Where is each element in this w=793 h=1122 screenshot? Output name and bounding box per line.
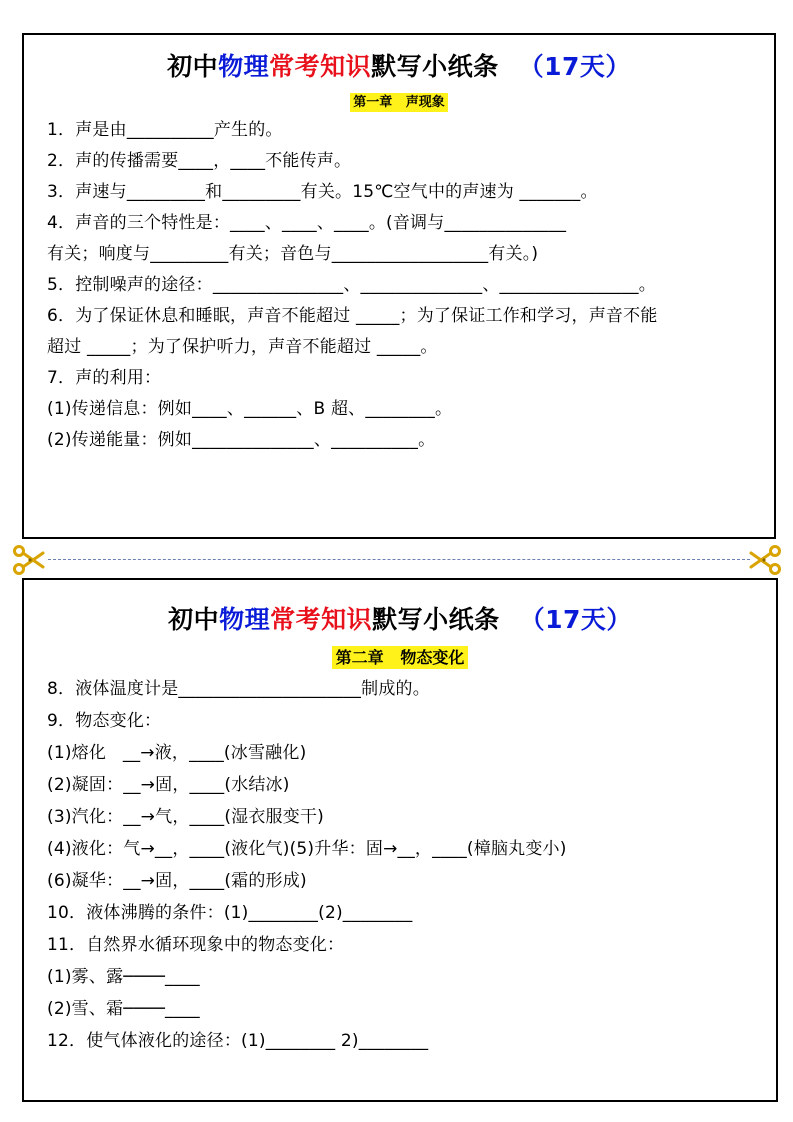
chapter-heading: [24, 91, 774, 110]
question-line: (6)凝华：__→固，____(霜的形成): [47, 871, 307, 891]
title-days: （17天）: [519, 605, 632, 634]
chapter-heading: [24, 645, 776, 668]
title-part-2: 物理: [218, 52, 270, 81]
question-line: (1)传递信息：例如____、______、B 超、________。: [47, 399, 453, 419]
title-part-3: 常考知识: [269, 52, 372, 81]
question-list: [47, 673, 766, 1057]
question-line: 1．声是由__________产生的。: [47, 120, 283, 140]
title-part-3: 常考知识: [270, 605, 373, 634]
question-line: 5．控制噪声的途径：_______________、______________、________________。: [47, 275, 656, 295]
title-part-1: 初中: [168, 605, 220, 634]
question-line: 有关；响度与_________有关；音色与__________________有关。): [47, 244, 539, 264]
question-line: 2．声的传播需要____，____不能传声。: [47, 151, 352, 171]
scissors-icon: [748, 543, 782, 577]
question-line: (2)雪、霜────____: [47, 999, 200, 1019]
question-line: 8．液体温度计是_____________________制成的。: [47, 679, 430, 699]
question-line: 6．为了保证休息和睡眠，声音不能超过 _____；为了保证工作和学习，声音不能: [47, 306, 658, 326]
dictation-card-2: [22, 578, 778, 1102]
title-days: （17天）: [518, 52, 631, 81]
title-part-1: 初中: [167, 52, 219, 81]
question-line: 3．声速与_________和_________有关。15℃空气中的声速为 _______。: [47, 182, 598, 202]
question-line: (1)雾、露────____: [47, 967, 200, 987]
cut-line: [48, 559, 750, 560]
question-line: (3)汽化：__→气，____(湿衣服变干): [47, 807, 324, 827]
question-line: (1)熔化 __→液，____(冰雪融化): [47, 743, 307, 763]
question-line: 4．声音的三个特性是：____、____、____。(音调与______________: [47, 213, 567, 233]
card-title: [24, 600, 776, 636]
question-line: 11．自然界水循环现象中的物态变化：: [47, 935, 345, 955]
question-line: 12．使气体液化的途径：(1)________ 2)________: [47, 1031, 429, 1051]
title-part-4: 默写小纸条: [372, 605, 500, 634]
question-list: [47, 115, 764, 456]
question-line: 超过 _____；为了保护听力，声音不能超过 _____。: [47, 337, 438, 357]
card-title: [24, 47, 774, 83]
question-line: 10．液体沸腾的条件：(1)________(2)________: [47, 903, 413, 923]
scissors-icon: [12, 543, 46, 577]
question-line: 9．物态变化：: [47, 711, 162, 731]
question-line: (4)液化：气→__，____(液化气)(5)升华：固→__，____(樟脑丸变小): [47, 839, 567, 859]
title-part-4: 默写小纸条: [371, 52, 499, 81]
chapter-label: 第二章 物态变化: [332, 646, 469, 669]
chapter-label: 第一章 声现象: [350, 93, 448, 112]
question-line: 7．声的利用：: [47, 368, 162, 388]
question-line: (2)传递能量：例如______________、__________。: [47, 430, 436, 450]
title-part-2: 物理: [219, 605, 271, 634]
question-line: (2)凝固：__→固，____(水结冰): [47, 775, 290, 795]
dictation-card-1: [22, 33, 776, 539]
